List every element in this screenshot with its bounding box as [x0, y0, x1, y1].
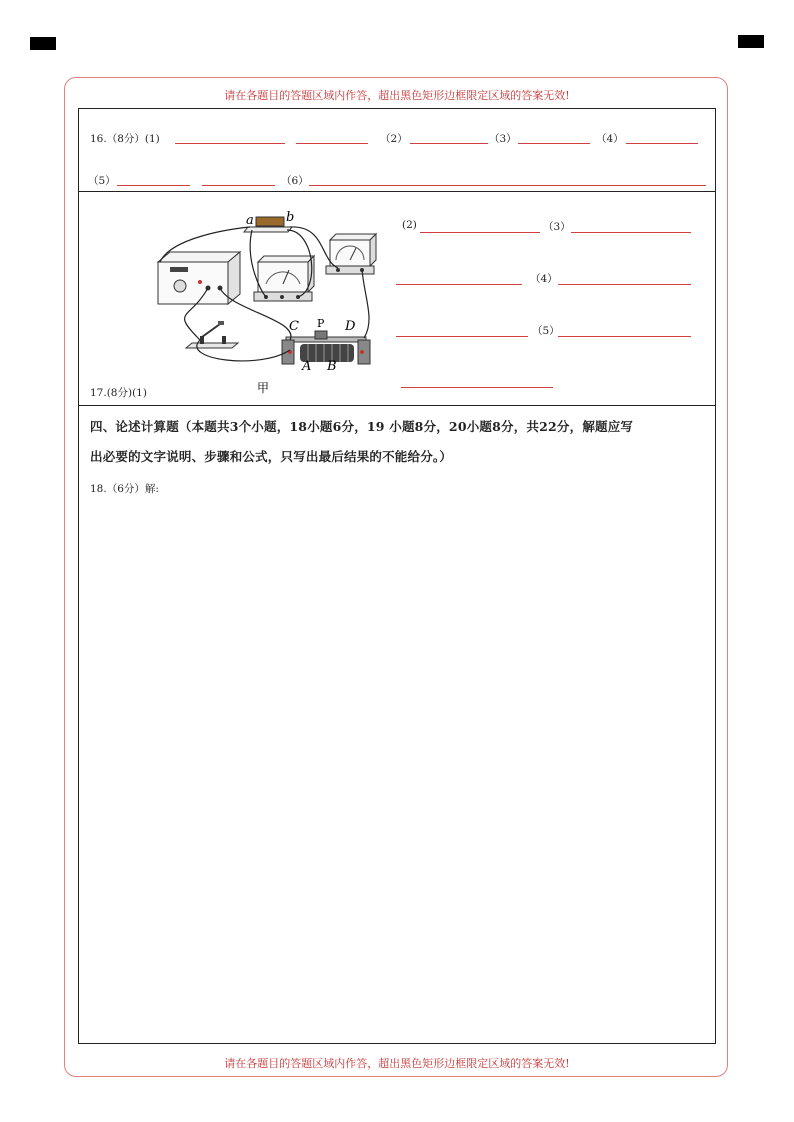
divider-q16-q17 [78, 191, 716, 192]
divider-q17-section4 [78, 405, 716, 406]
q16-blank-1b[interactable] [296, 143, 368, 144]
q17-blank-3b[interactable] [396, 284, 522, 285]
q17-blank-2[interactable] [420, 232, 540, 233]
q16-blank-5a[interactable] [117, 185, 190, 186]
section4-heading-line2: 出必要的文字说明、步骤和公式，只写出最后结果的不能给分。） [90, 449, 453, 464]
q17-blank-5b[interactable] [401, 387, 553, 388]
label-D: D [345, 319, 356, 334]
q18-answer-area[interactable] [80, 500, 714, 1040]
q16-blank-5b[interactable] [202, 185, 275, 186]
label-b: b [286, 210, 295, 225]
q16-blank-1a[interactable] [175, 143, 285, 144]
top-notice: 请在各题目的答题区域内作答，超出黑色矩形边框限定区域的答案无效! [224, 89, 570, 102]
section4-heading-line1: 四、论述计算题（本题共3个小题，18小题6分，19 小题8分，20小题8分，共22分，解题应写 [90, 419, 634, 434]
q17-blank-4b[interactable] [396, 336, 528, 337]
label-A: A [302, 359, 312, 374]
q16-p5-label: （5） [88, 175, 116, 187]
figure-caption: 甲 [257, 381, 270, 395]
q17-circuit-figure [150, 200, 385, 398]
q17-blank-4[interactable] [558, 284, 691, 285]
q16-blank-6[interactable] [309, 185, 706, 186]
voltmeter-icon [254, 256, 314, 301]
label-P: P [317, 317, 325, 330]
corner-marker-left [30, 37, 56, 50]
q17-p3-label: （3） [543, 221, 571, 233]
switch-icon [186, 321, 238, 348]
label-a: a [246, 213, 254, 228]
q16-blank-4[interactable] [626, 143, 698, 144]
q16-p6-label: （6） [281, 175, 309, 187]
corner-marker-right [738, 35, 764, 48]
q16-blank-3[interactable] [518, 143, 590, 144]
q17-p2-label: (2) [402, 219, 417, 231]
q16-p3-label: （3） [489, 133, 517, 145]
q17-p5-label: （5） [532, 325, 560, 337]
q16-label: 16.（8分）(1) [90, 133, 160, 145]
q16-p4-label: （4） [596, 133, 624, 145]
label-B: B [327, 359, 337, 374]
q17-blank-3[interactable] [571, 232, 691, 233]
label-C: C [289, 319, 299, 334]
q17-p4-label: （4） [530, 273, 558, 285]
q18-label: 18.（6分）解: [90, 483, 159, 495]
ammeter-icon [326, 234, 376, 274]
q16-p2-label: （2） [380, 133, 408, 145]
rheostat-icon [282, 331, 370, 364]
q17-blank-5[interactable] [558, 336, 691, 337]
q16-blank-2[interactable] [410, 143, 488, 144]
bottom-notice: 请在各题目的答题区域内作答，超出黑色矩形边框限定区域的答案无效! [224, 1057, 570, 1070]
q17-label: 17.(8分)(1) [90, 387, 147, 399]
